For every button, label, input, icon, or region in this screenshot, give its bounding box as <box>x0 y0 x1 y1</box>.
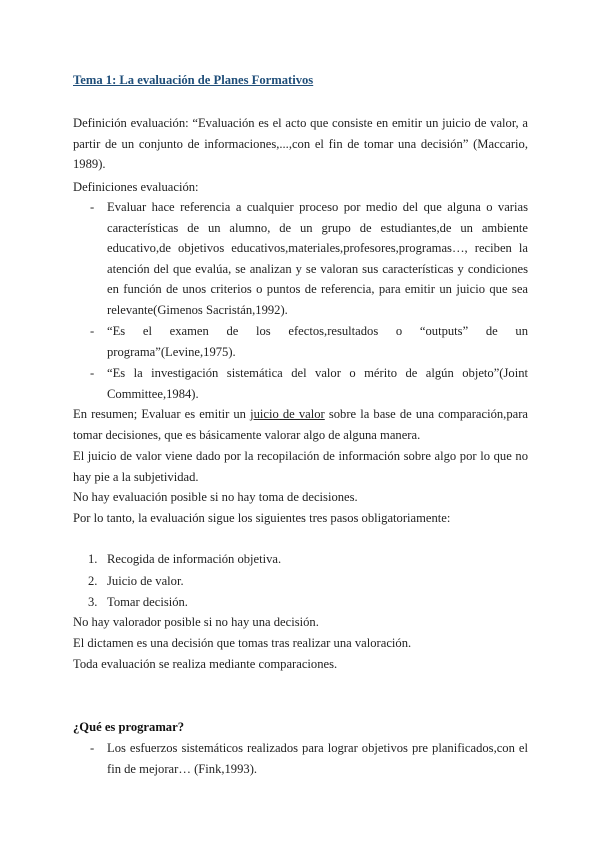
definitions-heading: Definiciones evaluación: <box>73 180 199 194</box>
bullet-dash-icon: - <box>90 200 95 214</box>
bullet-dash-icon: - <box>90 324 95 338</box>
bullet-dash-icon: - <box>90 741 95 755</box>
list-item: 3. Tomar decisión. <box>73 592 528 613</box>
paragraph: Toda evaluación se realiza mediante comparaciones. <box>73 657 338 671</box>
list-item: - “Es el examen de los efectos,resultados o “outputs” de un programa”(Levine,1975). <box>73 321 528 362</box>
summary-paragraph: En resumen; Evaluar es emitir un juicio de valor sobre la base de una comparación,para tomar decisiones, que es básicamente valorar algo de alguna manera. <box>73 407 528 442</box>
steps-list <box>73 549 528 614</box>
paragraph: No hay evaluación posible si no hay toma de decisiones. <box>73 490 358 504</box>
paragraph: No hay valorador posible si no hay una decisión. <box>73 615 319 629</box>
list-item: - Evaluar hace referencia a cualquier proceso por medio del que alguna o varias características de un alumno, de un grupo de estudiantes,de un ambiente educativo,de objetivos educativos,materiales,profesores,programas…, reciben la atención del que evalúa, se analizan y se valoran sus características y condiciones en función de unos criterios o puntos de referencia, para emitir un juicio que sea relevante(Gimenos Sacristán,1992). <box>73 197 528 320</box>
programar-list <box>73 738 528 780</box>
list-item: - “Es la investigación sistemática del valor o mérito de algún objeto”(Joint Committee,1984). <box>73 363 528 404</box>
definition-paragraph: Definición evaluación: “Evaluación es el acto que consiste en emitir un juicio de valor, a partir de un conjunto de informaciones,...,con el fin de tomar una decisión” (Maccario, 1989). <box>73 116 528 171</box>
page-title: Tema 1: La evaluación de Planes Formativos <box>73 73 314 87</box>
step-number: 3. <box>88 595 98 609</box>
section-heading: ¿Qué es programar? <box>73 720 184 734</box>
paragraph: El dictamen es una decisión que tomas tras realizar una valoración. <box>73 636 412 650</box>
list-item: 1. Recogida de información objetiva. <box>73 549 528 570</box>
list-item: 2. Juicio de valor. <box>73 571 528 592</box>
paragraph: Por lo tanto, la evaluación sigue los siguientes tres pasos obligatoriamente: <box>73 511 451 525</box>
step-number: 1. <box>88 552 98 566</box>
paragraph: El juicio de valor viene dado por la recopilación de información sobre algo por lo que no hay pie a la subjetividad. <box>73 449 528 484</box>
step-number: 2. <box>88 573 98 588</box>
underlined-term: juicio de valor <box>250 407 325 421</box>
bullet-dash-icon: - <box>90 366 95 380</box>
list-item: - Los esfuerzos sistemáticos realizados para lograr objetivos pre planificados,con el fin de mejorar… (Fink,1993). <box>73 738 528 779</box>
definitions-list <box>73 197 528 405</box>
